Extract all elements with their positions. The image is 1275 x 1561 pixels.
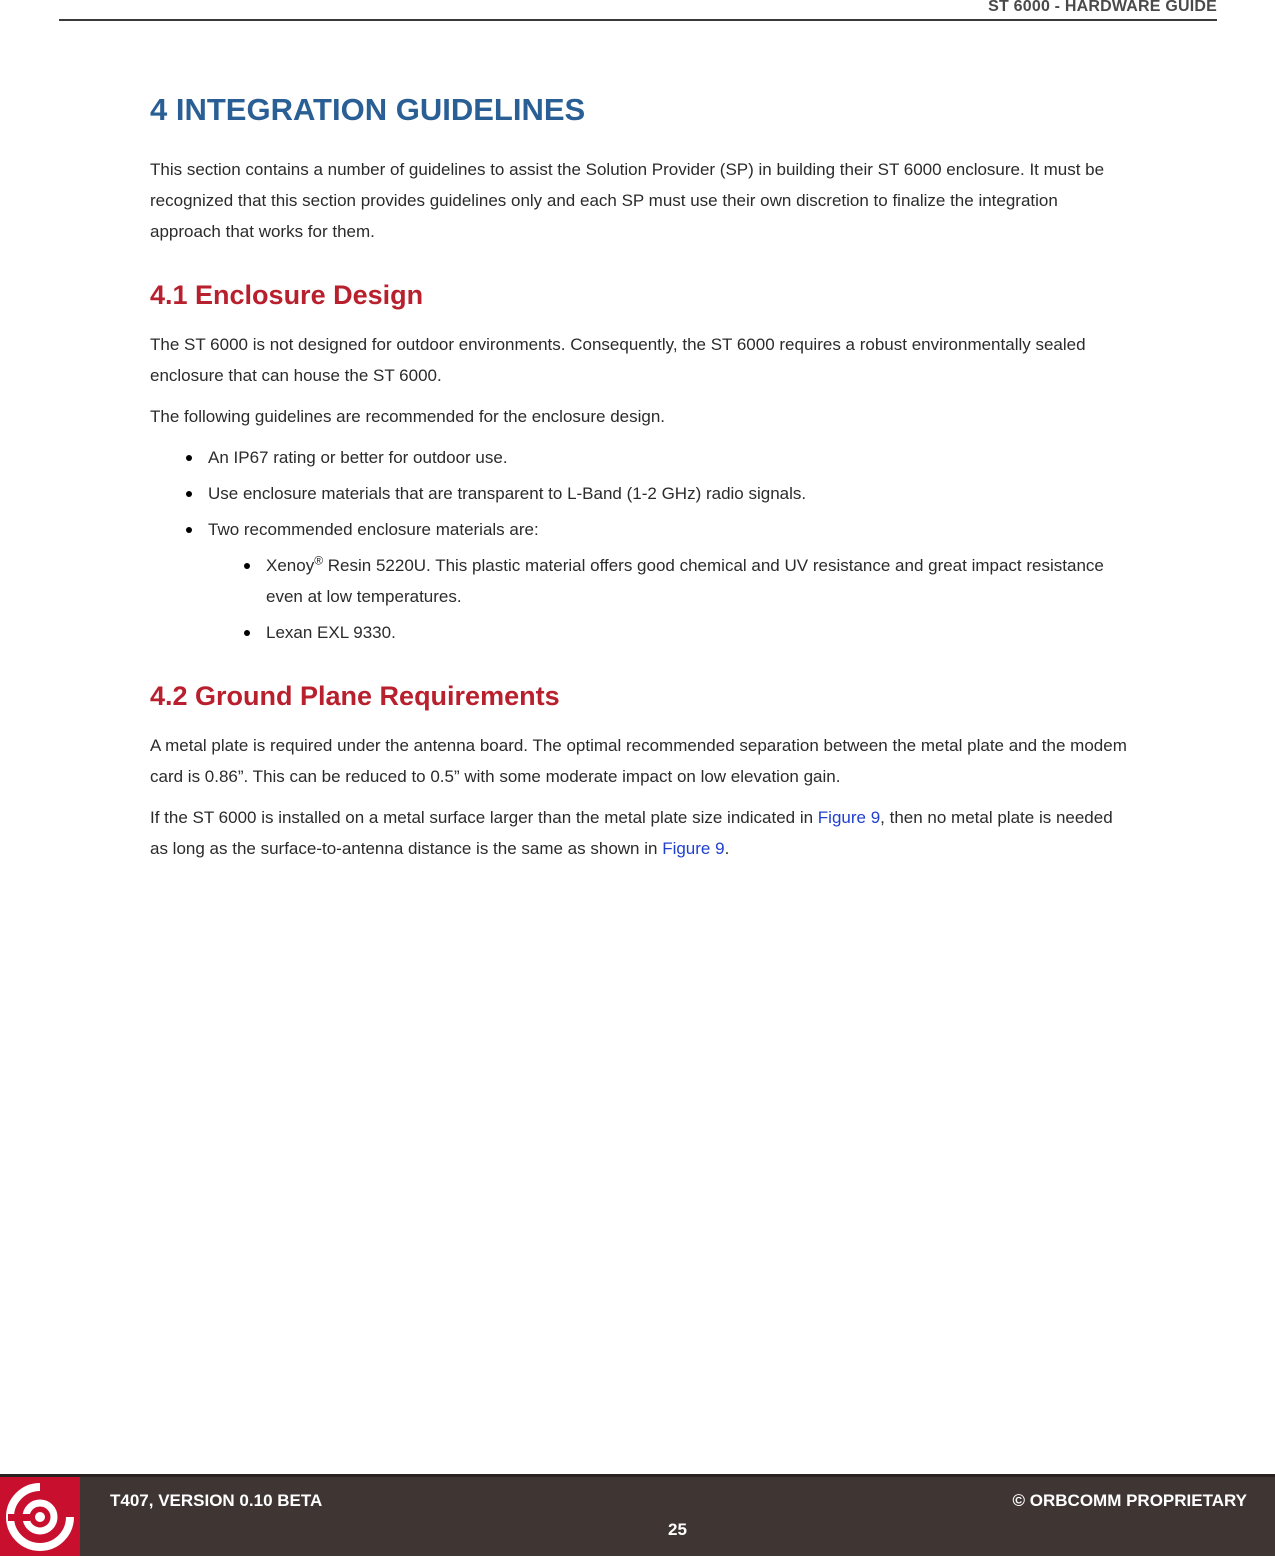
ground-paragraph: A metal plate is required under the antenna board. The optimal recommended separation between the metal plate and the modem card is 0.86”. This can be reduced to 0.5” with some moderate impact on low elevation gain. — [150, 736, 1127, 786]
list-item-text: An IP67 rating or better for outdoor use. — [208, 448, 508, 467]
bullet-icon — [186, 455, 192, 461]
page-footer — [0, 1474, 1275, 1556]
bullet-icon — [186, 527, 192, 533]
orbcomm-logo — [0, 1477, 80, 1556]
list-item-text: Two recommended enclosure materials are: — [208, 520, 539, 539]
enclosure-paragraph: The ST 6000 is not designed for outdoor environments. Consequently, the ST 6000 requires a robust environmentally sealed enclosure that can house the ST 6000. — [150, 335, 1086, 385]
enclosure-design-heading: 4.1 Enclosure Design — [150, 280, 424, 310]
material-name: Xenoy — [266, 556, 315, 575]
orbcomm-logo-icon — [0, 1477, 80, 1556]
figure-9-link[interactable]: Figure 9 — [662, 839, 725, 858]
ground-paragraph-figure — [150, 802, 1130, 864]
text-run: . — [724, 839, 730, 858]
list-item — [150, 514, 1130, 648]
list-item — [150, 478, 1130, 509]
bullet-icon — [244, 563, 250, 569]
proprietary-notice: © ORBCOMM PROPRIETARY — [1012, 1491, 1247, 1510]
material-description: Resin 5220U. This plastic material offers good chemical and UV resistance and great impact resistance even at low temperatures. — [266, 556, 1104, 606]
section-title: 4 INTEGRATION GUIDELINES — [150, 92, 586, 127]
section-intro: This section contains a number of guidelines to assist the Solution Provider (SP) in building their ST 6000 enclosure. It must be recognized that this section provides guidelines only and each SP must use their own discretion to finalize the integration approach that works for them. — [150, 160, 1105, 241]
material-name: Lexan EXL 9330. — [266, 623, 396, 642]
list-item-text: Use enclosure materials that are transparent to L-Band (1-2 GHz) radio signals. — [208, 484, 807, 503]
document-version: T407, VERSION 0.10 BETA — [110, 1491, 323, 1510]
bullet-icon — [186, 491, 192, 497]
figure-9-link[interactable]: Figure 9 — [817, 808, 881, 827]
text-run: , then no metal plate is needed as long as the surface-to-antenna distance is the same as shown in — [150, 808, 1113, 858]
enclosure-guidelines-intro: The following guidelines are recommended for the enclosure design. — [150, 407, 666, 426]
page-number: 25 — [668, 1520, 687, 1539]
materials-list — [208, 550, 1130, 648]
page-content — [150, 88, 1130, 874]
list-item — [150, 442, 1130, 473]
ground-plane-heading: 4.2 Ground Plane Requirements — [150, 681, 560, 711]
bullet-icon — [244, 630, 250, 636]
running-header-title: ST 6000 - HARDWARE GUIDE — [988, 0, 1217, 15]
registered-mark: ® — [314, 553, 324, 568]
running-header — [59, 0, 1217, 21]
text-run: If the ST 6000 is installed on a metal surface larger than the metal plate size indicated in — [150, 808, 818, 827]
list-item — [150, 550, 1130, 612]
enclosure-guidelines-list — [150, 442, 1130, 648]
list-item — [150, 617, 1130, 648]
